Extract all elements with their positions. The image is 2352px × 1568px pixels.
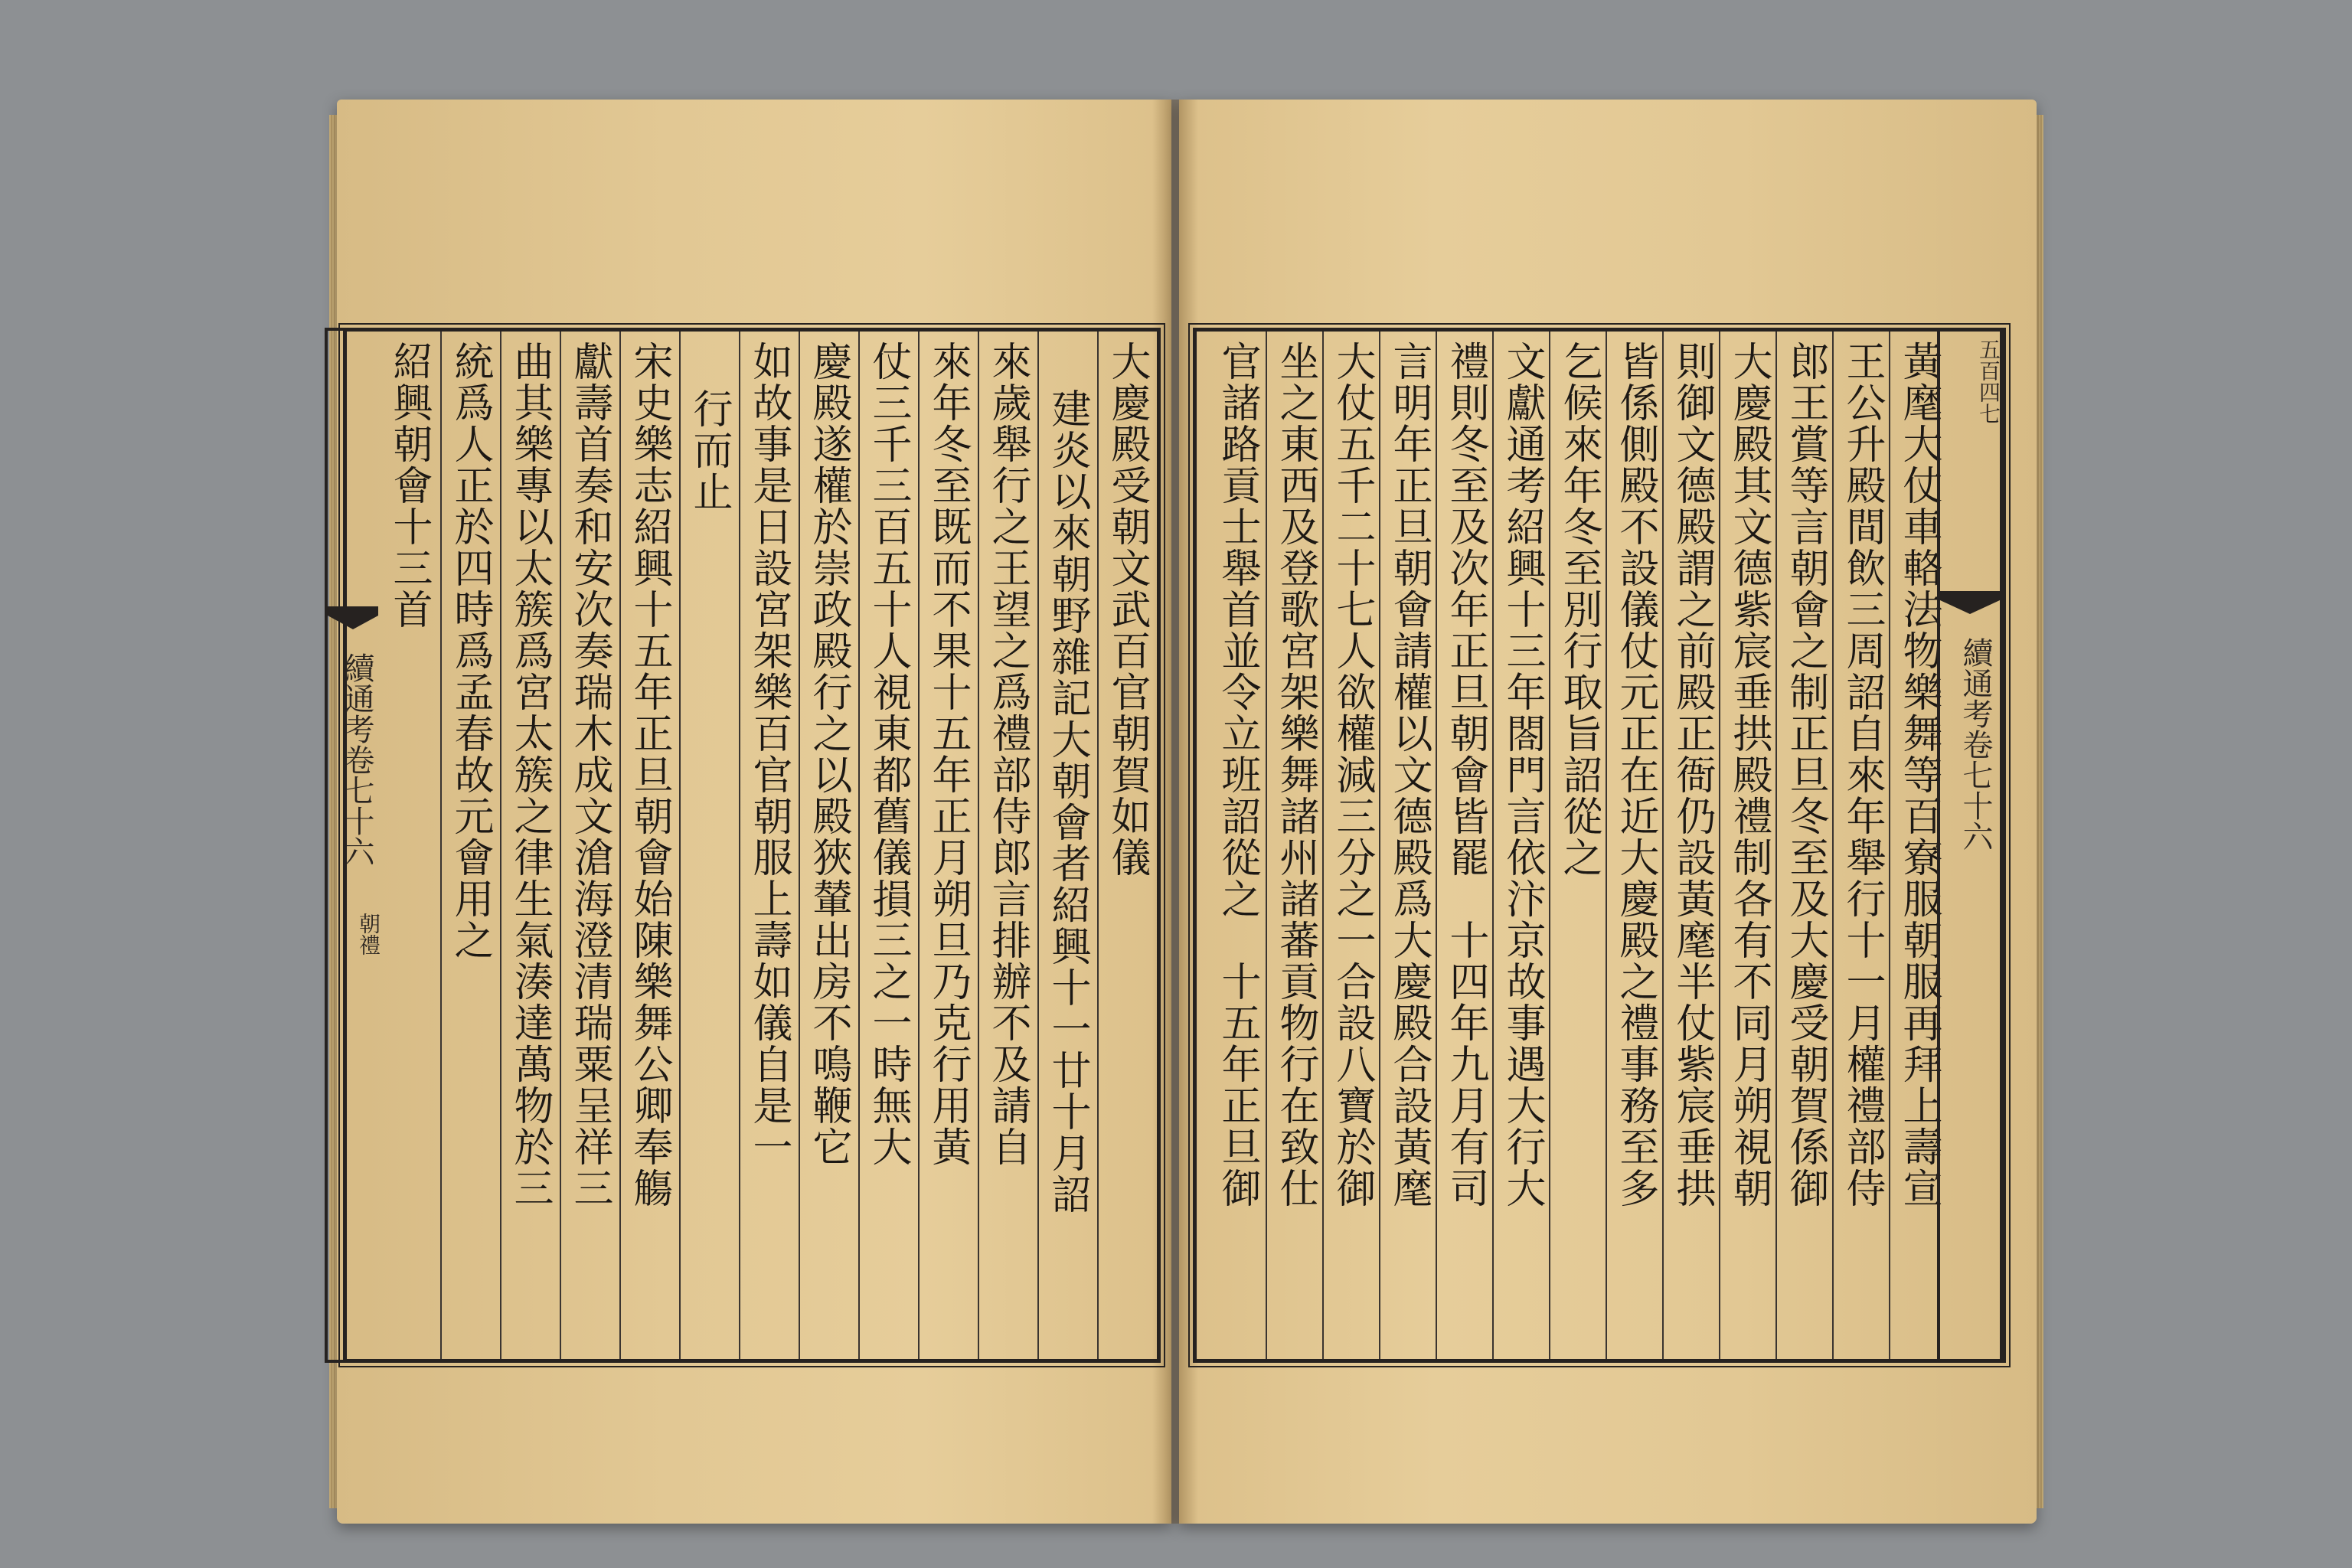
column-text: 郎王賞等言朝會之制正旦冬至及大慶受朝賀係御	[1782, 341, 1828, 1209]
fishtail-mark	[328, 606, 378, 629]
column-text: 獻壽首奏和安次奏瑞木成文滄海澄清瑞粟呈祥三	[567, 341, 612, 1209]
left-margin-section: 朝禮	[356, 913, 381, 956]
text-column	[799, 332, 858, 1359]
column-text: 來歲舉行之王望之爲禮部侍郎言排辦不及請自	[985, 341, 1031, 1168]
text-column	[1436, 332, 1492, 1359]
column-text: 皆係側殿不設儀仗元正在近大慶殿之禮事務至多	[1612, 341, 1658, 1209]
column-text: 官諸路貢士舉首並令立班詔從之 十五年正旦御	[1214, 341, 1260, 1209]
left-margin-title: 續通考卷七十六	[339, 652, 374, 867]
right-text-frame	[1193, 328, 2006, 1363]
text-column	[619, 332, 679, 1359]
text-column	[679, 332, 739, 1359]
text-column	[1322, 332, 1379, 1359]
text-column	[1379, 332, 1436, 1359]
right-margin-title: 續通考卷七十六	[1958, 637, 1993, 851]
column-text: 來年冬至既而不果十五年正月朔旦乃克行用黃	[925, 341, 971, 1168]
text-column	[1209, 332, 1266, 1359]
text-column	[1775, 332, 1832, 1359]
text-column	[1606, 332, 1662, 1359]
column-text: 曲其樂專以太簇爲宮太簇之律生氣湊達萬物於三	[507, 341, 553, 1209]
column-text: 建炎以來朝野雜記大朝會者紹興十一廿十月詔	[1044, 388, 1090, 1215]
column-text: 乞候來年冬至別行取旨詔從之	[1556, 341, 1602, 878]
text-column	[440, 332, 500, 1359]
text-column	[918, 332, 978, 1359]
text-column	[560, 332, 619, 1359]
column-text: 宋史樂志紹興十五年正旦朝會始陳樂舞公卿奉觴	[626, 341, 672, 1209]
column-text: 如故事是日設宮架樂百官朝服上壽如儀自是一	[746, 341, 792, 1168]
left-margin-banxin	[325, 328, 381, 1363]
fishtail-mark	[1940, 591, 2000, 614]
column-text: 行而止	[686, 388, 732, 512]
column-text: 黃麾大仗車輅法物樂舞等百寮服朝服再拜上壽宣	[1896, 341, 1942, 1209]
column-text: 王公升殿間飲三周詔自來年舉行十一月權禮部侍	[1839, 341, 1885, 1209]
text-column	[1662, 332, 1719, 1359]
text-column	[858, 332, 918, 1359]
right-margin-folio: 五百四七	[1976, 338, 2001, 424]
column-text: 文獻通考紹興十三年閤門言依汴京故事遇大行大	[1499, 341, 1545, 1209]
column-text: 禮則冬至及次年正旦朝會皆罷 十四年九月有司	[1442, 341, 1488, 1209]
column-text: 慶殿遂權於崇政殿行之以殿狹輦出房不鳴鞭它	[805, 341, 851, 1168]
text-column	[381, 332, 440, 1359]
text-column	[1719, 332, 1775, 1359]
column-text: 統爲人正於四時爲孟春故元會用之	[447, 341, 493, 961]
column-text: 大仗五千二十七人欲權減三分之一合設八寶於御	[1329, 341, 1375, 1209]
left-text-frame	[343, 328, 1161, 1363]
text-column	[1492, 332, 1549, 1359]
column-text: 坐之東西及登歌宮架樂舞諸州諸蕃貢物行在致仕	[1272, 341, 1318, 1209]
column-text: 紹興朝會十三首	[386, 341, 432, 630]
text-column	[500, 332, 560, 1359]
text-column	[1549, 332, 1606, 1359]
text-column	[1097, 332, 1157, 1359]
text-column	[1266, 332, 1322, 1359]
text-column	[1832, 332, 1889, 1359]
text-column	[1037, 332, 1097, 1359]
text-column	[978, 332, 1037, 1359]
column-text: 仗三千三百五十人視東都舊儀損三之一時無大	[865, 341, 911, 1168]
text-column	[739, 332, 799, 1359]
column-text: 大慶殿受朝文武百官朝賀如儀	[1104, 341, 1150, 878]
column-text: 大慶殿其文德紫宸垂拱殿禮制各有不同月朔視朝	[1726, 341, 1772, 1209]
column-text: 言明年正旦朝會請權以文德殿爲大慶殿合設黃麾	[1386, 341, 1432, 1209]
column-text: 則御文德殿謂之前殿正衙仍設黃麾半仗紫宸垂拱	[1669, 341, 1715, 1209]
right-margin-banxin	[1937, 328, 2003, 1363]
